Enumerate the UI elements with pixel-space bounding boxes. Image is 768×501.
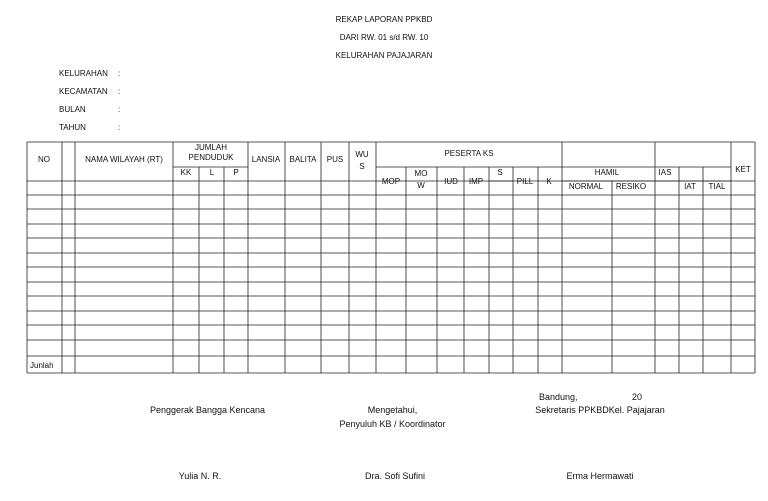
header-ias: IAS: [658, 168, 672, 177]
header-kk: KK: [180, 168, 192, 177]
header-nama-wilayah: NAMA WILAYAH (RT): [85, 155, 163, 164]
sign-left-name: Yulia N. R.: [178, 471, 222, 481]
header-resiko: RESIKO: [615, 182, 647, 191]
header-peserta-ks: PESERTA KS: [444, 149, 494, 158]
header-wus: WU: [355, 150, 369, 159]
header-iud: IUD: [444, 177, 458, 186]
header-lansia: LANSIA: [251, 155, 281, 164]
sign-mid-title: Mengetahui,: [367, 405, 418, 415]
table-headers: [30, 143, 751, 370]
header-jumlah: JUMLAH: [194, 143, 228, 152]
field-label-bulan: BULAN: [59, 105, 86, 114]
field-label-kelurahan: KELURAHAN: [59, 69, 108, 78]
header-ket: KET: [735, 165, 751, 174]
header-no: NO: [38, 155, 50, 164]
header-iat: IAT: [684, 182, 696, 191]
field-colon: :: [118, 69, 121, 78]
header-pus: PUS: [326, 155, 344, 164]
header-hamil: HAMIL: [594, 168, 620, 177]
header-mow: MO: [414, 169, 428, 178]
header-wus-2: S: [359, 162, 365, 171]
header-pill: PILL: [516, 177, 534, 186]
sign-year: 20: [632, 392, 643, 402]
report-kelurahan: KELURAHAN PAJAJARAN: [335, 51, 433, 60]
sign-right-title: Sekretaris PPKBDKel. Pajajaran: [535, 405, 665, 415]
sign-city: Bandung,: [539, 392, 578, 402]
report-subtitle: DARI RW. 01 s/d RW. 10: [339, 33, 429, 42]
header-s: S: [497, 168, 503, 177]
header-p: P: [233, 168, 239, 177]
header-k: K: [546, 177, 552, 186]
field-colon: :: [118, 123, 121, 132]
header-penduduk: PENDUDUK: [188, 153, 234, 162]
header-l: L: [209, 168, 215, 177]
header-balita: BALITA: [289, 155, 317, 164]
header-normal: NORMAL: [568, 182, 604, 191]
sign-mid-name: Dra. Sofi Sufini: [364, 471, 426, 481]
total-row-label: Junlah: [30, 361, 54, 370]
sign-left-title: Penggerak Bangga Kencana: [149, 405, 266, 415]
header-imp: IMP: [468, 177, 484, 186]
field-label-tahun: TAHUN: [59, 123, 86, 132]
header-mop: MOP: [381, 177, 401, 186]
field-label-kecamatan: KECAMATAN: [59, 87, 108, 96]
header-tial: TIAL: [708, 182, 726, 191]
sign-right-name: Erma Hermawati: [566, 471, 634, 481]
header-mow-2: W: [417, 181, 425, 190]
field-colon: :: [118, 105, 121, 114]
sign-mid-subtitle: Penyuluh KB / Koordinator: [339, 419, 446, 429]
field-colon: :: [118, 87, 121, 96]
report-title: REKAP LAPORAN PPKBD: [335, 15, 433, 24]
